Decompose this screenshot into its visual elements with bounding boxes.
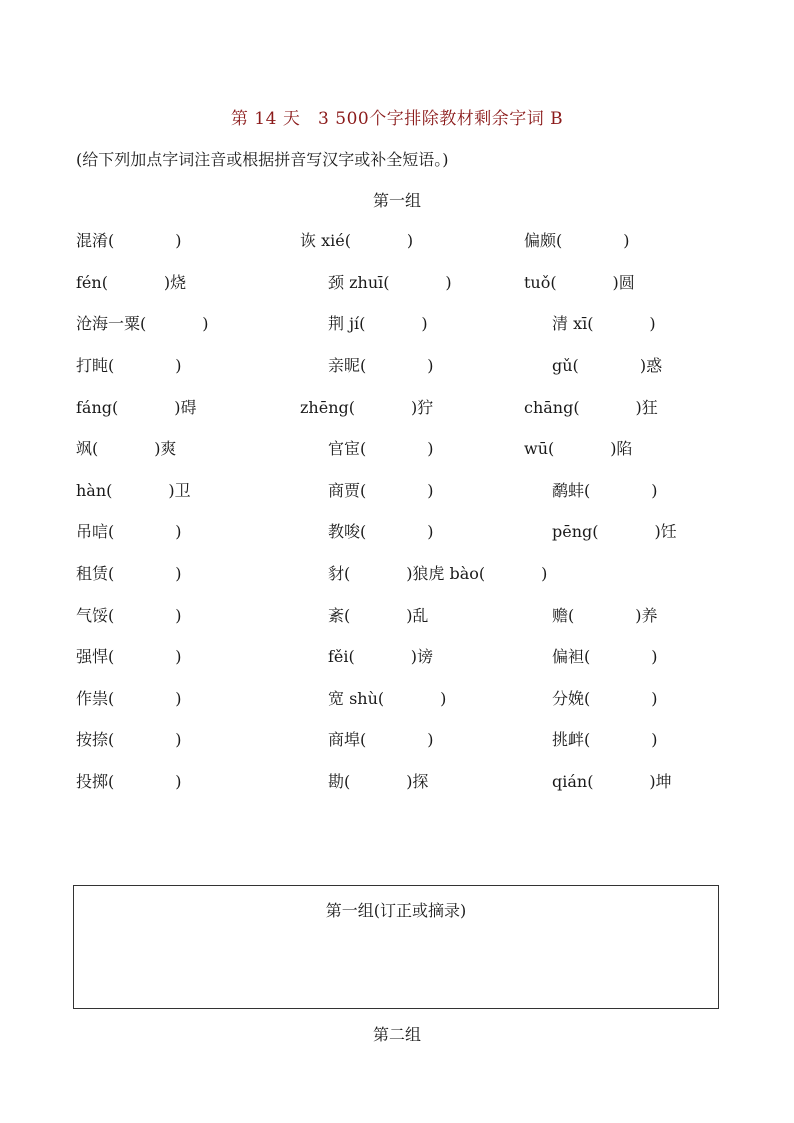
exercise-item: 混淆( ) (76, 231, 182, 250)
exercise-item: 赡( )养 (552, 606, 658, 625)
exercise-item: 商贾( ) (328, 481, 434, 500)
correction-box (73, 885, 719, 1009)
exercise-item: 豺( )狼虎 bào( ) (328, 564, 548, 583)
exercise-item: 勘( )探 (328, 772, 429, 791)
group2-heading: 第二组 (372, 1025, 421, 1044)
exercise-item: qián( )坤 (552, 772, 672, 791)
exercise-item: fěi( )谤 (328, 647, 433, 666)
group1-heading: 第一组 (372, 191, 421, 210)
exercise-item: 按捺( ) (76, 730, 182, 749)
correction-box-title: 第一组(订正或摘录) (325, 901, 467, 920)
exercise-item: 沧海一粟( ) (76, 314, 209, 333)
instruction-text: (给下列加点字词注音或根据拼音写汉字或补全短语。) (76, 150, 449, 169)
exercise-item: hàn( )卫 (76, 481, 191, 500)
exercise-item: 鹬蚌( ) (552, 481, 658, 500)
exercise-item: fén( )烧 (76, 273, 187, 292)
exercise-item: fáng( )碍 (76, 398, 197, 417)
exercise-item: 诙 xié( ) (300, 231, 414, 250)
exercise-item: 飒( )爽 (76, 439, 177, 458)
exercise-item: 打盹( ) (76, 356, 182, 375)
exercise-item: 教唆( ) (328, 522, 434, 541)
exercise-item: zhēng( )狞 (300, 398, 434, 417)
exercise-item: 气馁( ) (76, 606, 182, 625)
exercise-item: 吊唁( ) (76, 522, 182, 541)
exercise-item: 商埠( ) (328, 730, 434, 749)
exercise-item: 挑衅( ) (552, 730, 658, 749)
exercise-item: 分娩( ) (552, 689, 658, 708)
exercise-item: 紊( )乱 (328, 606, 429, 625)
page-title: 第 14 天 3 500个字排除教材剩余字词 B (230, 109, 564, 129)
exercise-item: 投掷( ) (76, 772, 182, 791)
exercise-item: 偏袒( ) (552, 647, 658, 666)
exercise-item: tuǒ( )圆 (524, 273, 635, 292)
exercise-item: 强悍( ) (76, 647, 182, 666)
exercise-item: 官宦( ) (328, 439, 434, 458)
exercise-item: gǔ( )惑 (552, 356, 663, 375)
exercise-item: 偏颇( ) (524, 231, 630, 250)
exercise-item: 租赁( ) (76, 564, 182, 583)
exercise-item: wū( )陷 (524, 439, 633, 458)
exercise-item: 亲昵( ) (328, 356, 434, 375)
exercise-item: 清 xī( ) (552, 314, 656, 333)
exercise-item: pēng( )饪 (552, 522, 677, 541)
exercise-item: 颈 zhuī( ) (328, 273, 452, 292)
exercise-item: chāng( )狂 (524, 398, 658, 417)
exercise-item: 荆 jí( ) (328, 314, 428, 333)
exercise-item: 作祟( ) (76, 689, 182, 708)
exercise-item: 宽 shù( ) (328, 689, 447, 708)
